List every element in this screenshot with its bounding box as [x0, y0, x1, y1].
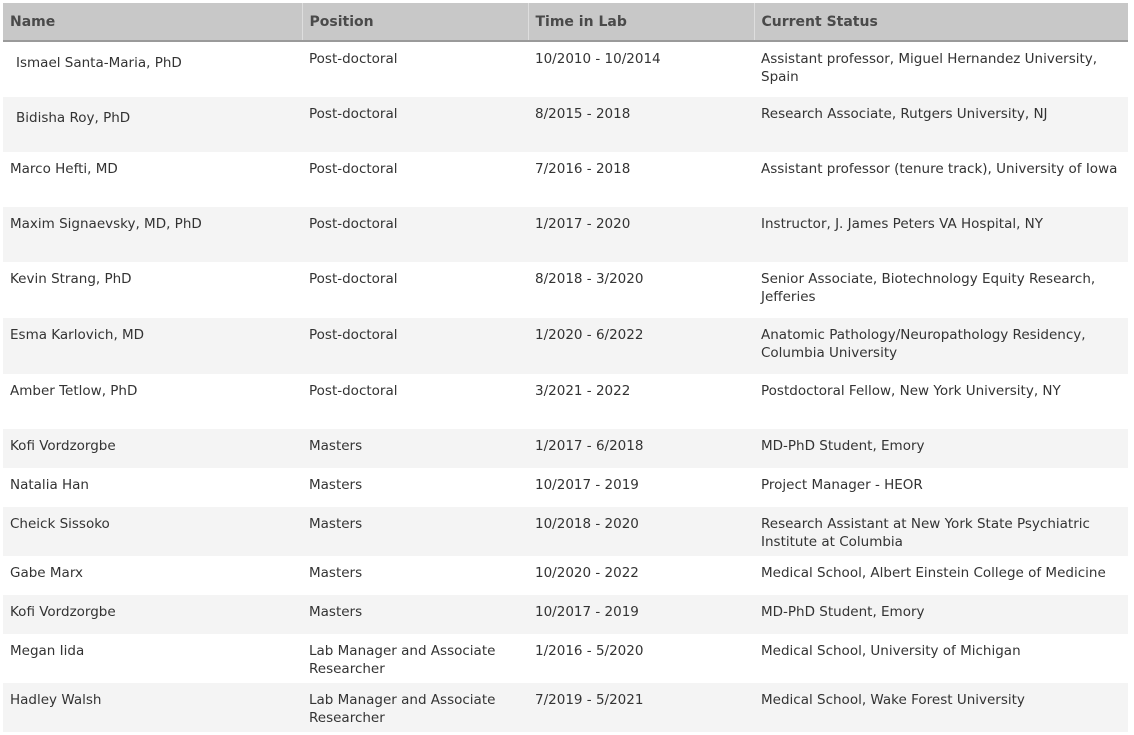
- cell-time-in-lab: 8/2018 - 3/2020: [528, 262, 754, 318]
- table-row: [3, 683, 1128, 732]
- cell-position: Post-doctoral: [302, 152, 528, 207]
- table-row: [3, 207, 1128, 262]
- cell-position: Masters: [302, 429, 528, 468]
- person-name: Bidisha Roy, PhD: [16, 110, 131, 126]
- cell-current-status: Research Assistant at New York State Psychiatric Institute at Columbia: [754, 507, 1128, 556]
- cell-name: [3, 207, 302, 262]
- table-row: [3, 507, 1128, 556]
- cell-current-status: Instructor, J. James Peters VA Hospital, NY: [754, 207, 1128, 262]
- cell-current-status: Assistant professor, Miguel Hernandez University, Spain: [754, 41, 1128, 97]
- cell-position: Lab Manager and Associate Researcher: [302, 683, 528, 732]
- person-name: Megan Iida: [10, 643, 85, 659]
- cell-current-status: Postdoctoral Fellow, New York University, NY: [754, 374, 1128, 429]
- table-row: [3, 429, 1128, 468]
- table-row: [3, 152, 1128, 207]
- cell-name: [3, 152, 302, 207]
- cell-time-in-lab: 7/2019 - 5/2021: [528, 683, 754, 732]
- table-row: [3, 634, 1128, 683]
- alumni-table: [3, 3, 1128, 732]
- cell-position: Masters: [302, 556, 528, 595]
- table-row: [3, 318, 1128, 374]
- person-name: Maxim Signaevsky, MD, PhD: [10, 216, 202, 232]
- cell-time-in-lab: 10/2020 - 2022: [528, 556, 754, 595]
- header-time-in-lab: Time in Lab: [528, 3, 754, 41]
- cell-name: [3, 41, 302, 97]
- cell-name: [3, 683, 302, 732]
- cell-name: [3, 262, 302, 318]
- cell-current-status: Medical School, Albert Einstein College of Medicine: [754, 556, 1128, 595]
- header-current-status: Current Status: [754, 3, 1128, 41]
- person-name: Cheick Sissoko: [10, 516, 110, 532]
- cell-current-status: Medical School, University of Michigan: [754, 634, 1128, 683]
- cell-time-in-lab: 3/2021 - 2022: [528, 374, 754, 429]
- cell-name: [3, 374, 302, 429]
- table-row: [3, 595, 1128, 634]
- person-name: Kevin Strang, PhD: [10, 271, 132, 287]
- cell-name: [3, 318, 302, 374]
- cell-current-status: Project Manager - HEOR: [754, 468, 1128, 507]
- cell-current-status: Medical School, Wake Forest University: [754, 683, 1128, 732]
- cell-position: Post-doctoral: [302, 97, 528, 152]
- cell-name: [3, 634, 302, 683]
- table-row: [3, 468, 1128, 507]
- person-name: Amber Tetlow, PhD: [10, 383, 138, 399]
- cell-time-in-lab: 10/2017 - 2019: [528, 468, 754, 507]
- cell-time-in-lab: 1/2020 - 6/2022: [528, 318, 754, 374]
- table-body: [3, 41, 1128, 732]
- cell-time-in-lab: 10/2017 - 2019: [528, 595, 754, 634]
- cell-position: Masters: [302, 595, 528, 634]
- cell-name: [3, 97, 302, 152]
- cell-name: [3, 468, 302, 507]
- cell-time-in-lab: 7/2016 - 2018: [528, 152, 754, 207]
- cell-time-in-lab: 10/2018 - 2020: [528, 507, 754, 556]
- cell-name: [3, 507, 302, 556]
- cell-position: Post-doctoral: [302, 262, 528, 318]
- cell-time-in-lab: 8/2015 - 2018: [528, 97, 754, 152]
- table-row: [3, 97, 1128, 152]
- person-name: Gabe Marx: [10, 565, 83, 581]
- table-row: [3, 262, 1128, 318]
- cell-position: Post-doctoral: [302, 318, 528, 374]
- cell-position: Post-doctoral: [302, 207, 528, 262]
- person-name: Hadley Walsh: [10, 692, 102, 708]
- cell-name: [3, 595, 302, 634]
- cell-name: [3, 556, 302, 595]
- cell-current-status: Anatomic Pathology/Neuropathology Residency, Columbia University: [754, 318, 1128, 374]
- cell-position: Masters: [302, 468, 528, 507]
- header-row: [3, 3, 1128, 41]
- cell-current-status: MD-PhD Student, Emory: [754, 429, 1128, 468]
- cell-current-status: Research Associate, Rutgers University, NJ: [754, 97, 1128, 152]
- cell-time-in-lab: 10/2010 - 10/2014: [528, 41, 754, 97]
- cell-position: Lab Manager and Associate Researcher: [302, 634, 528, 683]
- cell-position: Post-doctoral: [302, 374, 528, 429]
- header-position: Position: [302, 3, 528, 41]
- person-name: Kofi Vordzorgbe: [10, 438, 116, 454]
- cell-name: [3, 429, 302, 468]
- cell-time-in-lab: 1/2016 - 5/2020: [528, 634, 754, 683]
- cell-time-in-lab: 1/2017 - 2020: [528, 207, 754, 262]
- cell-position: Post-doctoral: [302, 41, 528, 97]
- person-name: Ismael Santa-Maria, PhD: [16, 55, 182, 71]
- alumni-table-container: [3, 3, 1128, 732]
- cell-current-status: MD-PhD Student, Emory: [754, 595, 1128, 634]
- cell-current-status: Assistant professor (tenure track), University of Iowa: [754, 152, 1128, 207]
- table-row: [3, 374, 1128, 429]
- cell-current-status: Senior Associate, Biotechnology Equity Research, Jefferies: [754, 262, 1128, 318]
- person-name: Natalia Han: [10, 477, 89, 493]
- cell-position: Masters: [302, 507, 528, 556]
- person-name: Marco Hefti, MD: [10, 161, 118, 177]
- table-row: [3, 556, 1128, 595]
- header-name: Name: [3, 3, 302, 41]
- person-name: Esma Karlovich, MD: [10, 327, 145, 343]
- table-row: [3, 41, 1128, 97]
- person-name: Kofi Vordzorgbe: [10, 604, 116, 620]
- table-header: [3, 3, 1128, 41]
- cell-time-in-lab: 1/2017 - 6/2018: [528, 429, 754, 468]
